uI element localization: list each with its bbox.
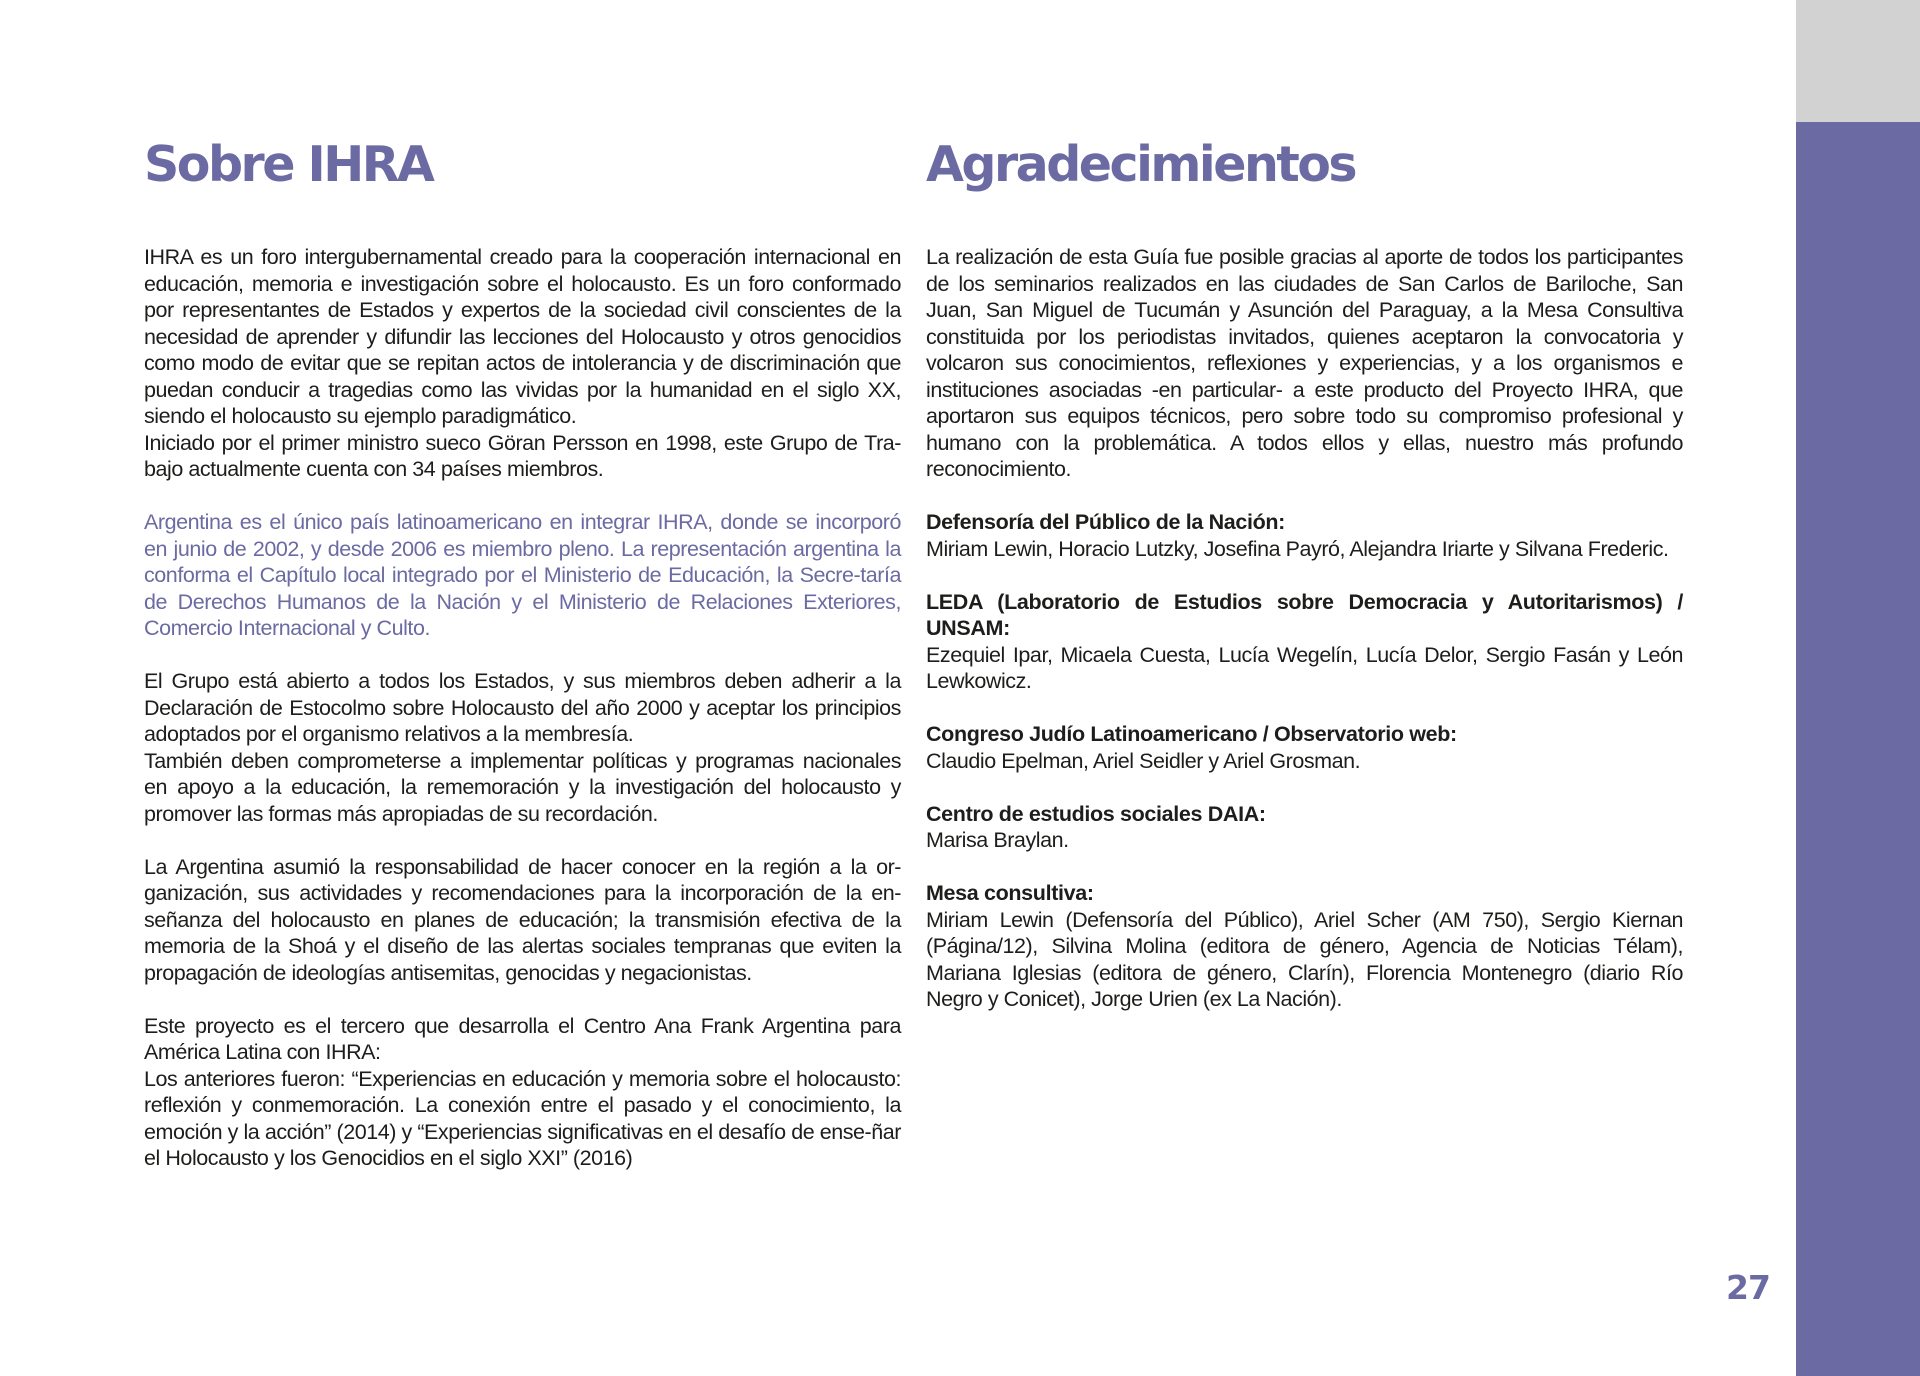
heading-agradecimientos: Agradecimientos <box>926 136 1356 193</box>
left-column-sobre-ihra <box>144 130 901 1172</box>
sobre-ihra-body <box>144 244 901 1172</box>
paragraph-group-open: El Grupo está abierto a todos los Estados, y sus miembros deben adherir a la Declaración de Estocolmo sobre Holocausto del año 2000 y aceptar los principios adoptados por el organismo relativos a la membresía. <box>144 669 901 746</box>
side-strip-purple-band <box>1796 122 1920 1376</box>
paragraph-ihra-intro: IHRA es un foro intergubernamental creado para la cooperación internacional en educación, memoria e investigación sobre el holocausto. Es un foro conformado por representantes de Estados y expertos de la sociedad civil conscientes de la necesidad de aprender y difundir las lecciones del Holocausto y otros genocidios como modo de evitar que se repitan actos de intolerancia y de discriminación que puedan conducir a tragedias como las vividas por la humanidad en el siglo XX, siendo el holocausto su ejemplo paradigmático. <box>144 245 901 428</box>
paragraph-argentina-responsibility: La Argentina asumió la responsabilidad de hacer conocer en la región a la or-ganización, sus actividades y recomendaciones para la incorporación de la en-señanza del holocausto en planes de educación; la transmisión efectiva de la memoria de la Shoá y el diseño de las alertas sociales tempranas que eviten la propagación de ideologías antisemitas, genocidas y negacionistas. <box>144 854 901 985</box>
group-title-mesa-consultiva: Mesa consultiva: <box>926 881 1094 905</box>
paragraph-project-third: Este proyecto es el tercero que desarrolla el Centro Ana Frank Argentina para América Latina con IHRA: <box>144 1013 901 1064</box>
heading-sobre-ihra: Sobre IHRA <box>144 136 433 193</box>
side-color-strip <box>1796 0 1920 1376</box>
group-title-daia: Centro de estudios sociales DAIA: <box>926 801 1266 826</box>
side-strip-gray-band <box>1796 0 1920 122</box>
group-names-daia: Marisa Braylan. <box>926 828 1069 852</box>
page-number: 27 <box>1726 1268 1770 1307</box>
group-names-leda: Ezequiel Ipar, Micaela Cuesta, Lucía Wegelín, Lucía Delor, Sergio Fasán y León Lewkowicz. <box>926 642 1683 693</box>
group-title-congreso-judio: Congreso Judío Latinoamericano / Observatorio web: <box>926 722 1457 746</box>
paragraph-ihra-history: Iniciado por el primer ministro sueco Göran Persson en 1998, este Grupo de Tra-bajo actualmente cuenta con 34 países miembros. <box>144 430 901 481</box>
agradecimientos-body <box>926 244 1683 1013</box>
paragraph-commitments: También deben comprometerse a implementar políticas y programas nacionales en apoyo a la educación, la rememoración y la investigación del holocausto y promover las formas más apropiadas de su recordación. <box>144 748 901 826</box>
right-column-agradecimientos <box>926 130 1683 1013</box>
paragraph-acknowledgement-intro: La realización de esta Guía fue posible gracias al aporte de todos los participantes de los seminarios realizados en las ciudades de San Carlos de Bariloche, San Juan, San Miguel de Tucumán y Asunción del Paraguay, a la Mesa Consultiva constituida por los periodistas invitados, quienes aceptaron la convocatoria y volcaron sus conocimientos, reflexiones y experiencias, y a los organismos e instituciones asociadas -en particular- a este producto del Proyecto IHRA, que aportaron sus equipos técnicos, pero sobre todo su compromiso profesional y humano con la problemática. A todos ellos y ellas, nuestro más profundo reconocimiento. <box>926 245 1683 481</box>
paragraph-argentina-membership: Argentina es el único país latinoamericano en integrar IHRA, donde se incorporó en junio de 2002, y desde 2006 es miembro pleno. La representación argentina la conforma el Capítulo local integrado por el Ministerio de Educación, la Secre-taría de Derechos Humanos de la Nación y el Ministerio de Relaciones Exteriores, Comercio Internacional y Culto. <box>144 510 901 640</box>
group-title-leda: LEDA (Laboratorio de Estudios sobre Democracia y Autoritarismos) / UNSAM: <box>926 589 1683 640</box>
group-names-congreso-judio: Claudio Epelman, Ariel Seidler y Ariel Grosman. <box>926 748 1361 773</box>
paragraph-previous-projects: Los anteriores fueron: “Experiencias en educación y memoria sobre el holocausto: reflexión y conmemoración. La conexión entre el pasado y el conocimiento, la emoción y la acción” (2014) y “Experiencias significativas en el desafío de ense-ñar el Holocausto y los Genocidios en el siglo XXI” (2016) <box>144 1066 901 1170</box>
group-names-mesa-consultiva: Miriam Lewin (Defensoría del Público), Ariel Scher (AM 750), Sergio Kiernan (Página/12), Silvina Molina (editora de género, Agencia de Noticias Télam), Mariana Iglesias (editora de género, Clarín), Florencia Montenegro (diario Río Negro y Conicet), Jorge Urien (ex La Nación). <box>926 907 1683 1011</box>
group-names-defensoria: Miriam Lewin, Horacio Lutzky, Josefina Payró, Alejandra Iriarte y Silvana Frederic. <box>926 536 1669 561</box>
group-title-defensoria: Defensoría del Público de la Nación: <box>926 510 1285 534</box>
